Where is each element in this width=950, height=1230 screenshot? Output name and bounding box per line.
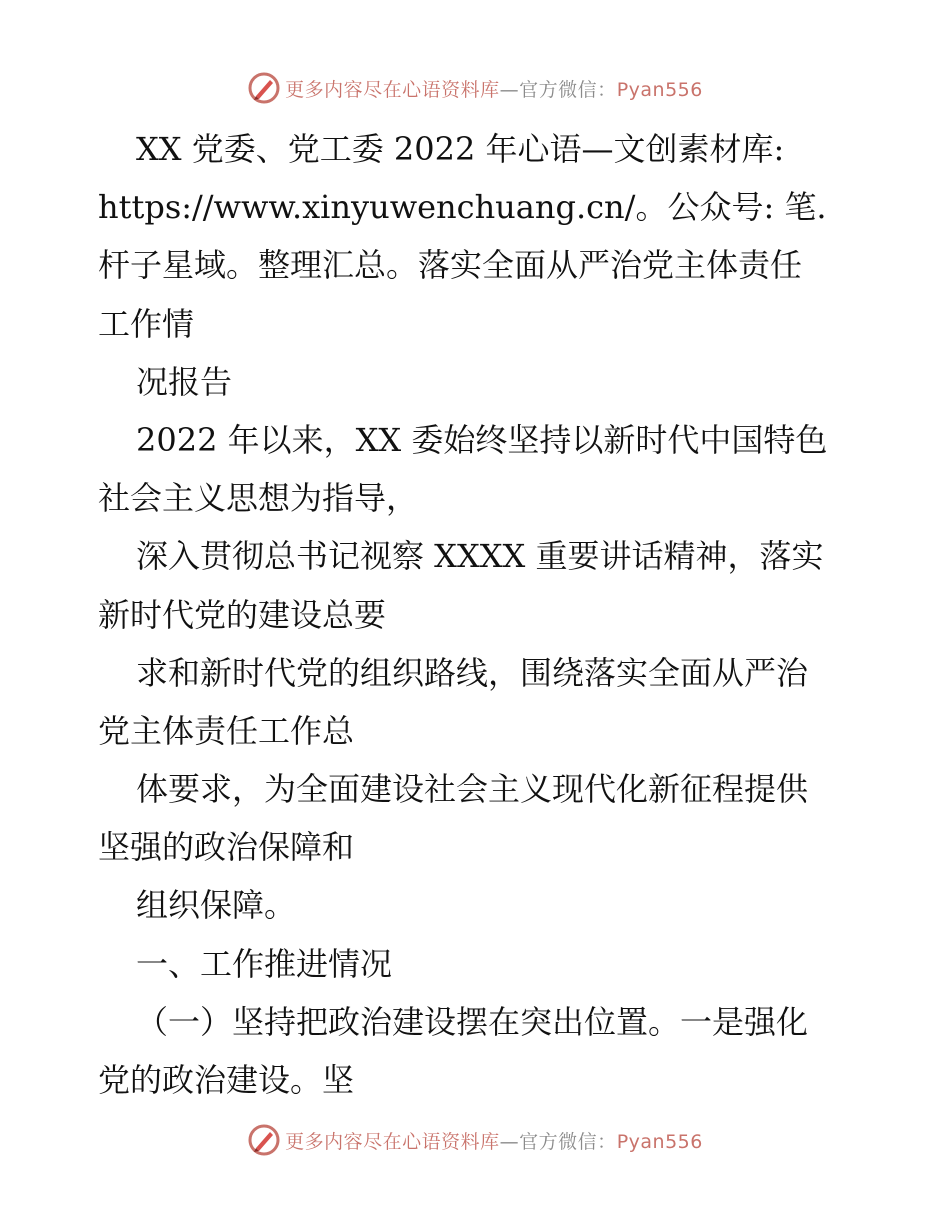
- document-line: 新时代党的建设总要: [98, 595, 387, 634]
- header-banner-text: [285, 75, 703, 102]
- document-line: 工作情: [98, 304, 195, 343]
- document-line: 党主体责任工作总: [98, 711, 355, 750]
- document-line: 深入贯彻总书记视察 XXXX 重要讲话精神，落实: [136, 537, 824, 576]
- document-line: https://www.xinyuwenchuang.cn/。公众号: 笔.: [98, 188, 827, 227]
- footer-banner-sep: —: [499, 1130, 520, 1153]
- document-line: （一）坚持把政治建设摆在突出位置。一是强化: [136, 1002, 809, 1041]
- document-line: 组织保障。: [136, 886, 297, 925]
- footer-banner: [0, 1120, 950, 1160]
- document-line: 求和新时代党的组织路线，围绕落实全面从严治: [136, 653, 809, 692]
- footer-banner-wechat: 官方微信：: [519, 1130, 617, 1153]
- document-line: 体要求，为全面建设社会主义现代化新征程提供: [136, 770, 809, 809]
- header-banner-wechat: 官方微信：: [519, 78, 617, 101]
- header-banner-sep: —: [499, 78, 520, 101]
- document-line: 况报告: [136, 362, 233, 401]
- document-body: [98, 120, 858, 1109]
- footer-banner-main: 更多内容尽在心语资料库: [285, 1130, 500, 1153]
- footer-banner-id: Pyan556: [616, 1130, 703, 1153]
- header-banner-main: 更多内容尽在心语资料库: [285, 78, 500, 101]
- pen-logo-icon: [247, 71, 281, 105]
- document-line: 社会主义思想为指导，: [98, 479, 419, 518]
- pen-logo-icon: [247, 1123, 281, 1157]
- document-line: 杆子星域。整理汇总。落实全面从严治党主体责任: [98, 246, 803, 285]
- footer-banner-text: [285, 1127, 703, 1154]
- document-line: 党的政治建设。坚: [98, 1061, 355, 1099]
- header-banner-id: Pyan556: [616, 78, 703, 101]
- document-line: XX 党委、党工委 2022 年心语—文创素材库:: [136, 130, 785, 168]
- document-line: 2022 年以来，XX 委始终坚持以新时代中国特色: [136, 420, 828, 459]
- section-heading: 一、工作推进情况: [136, 944, 393, 983]
- header-banner: [0, 68, 950, 108]
- document-line: 坚强的政治保障和: [98, 828, 355, 867]
